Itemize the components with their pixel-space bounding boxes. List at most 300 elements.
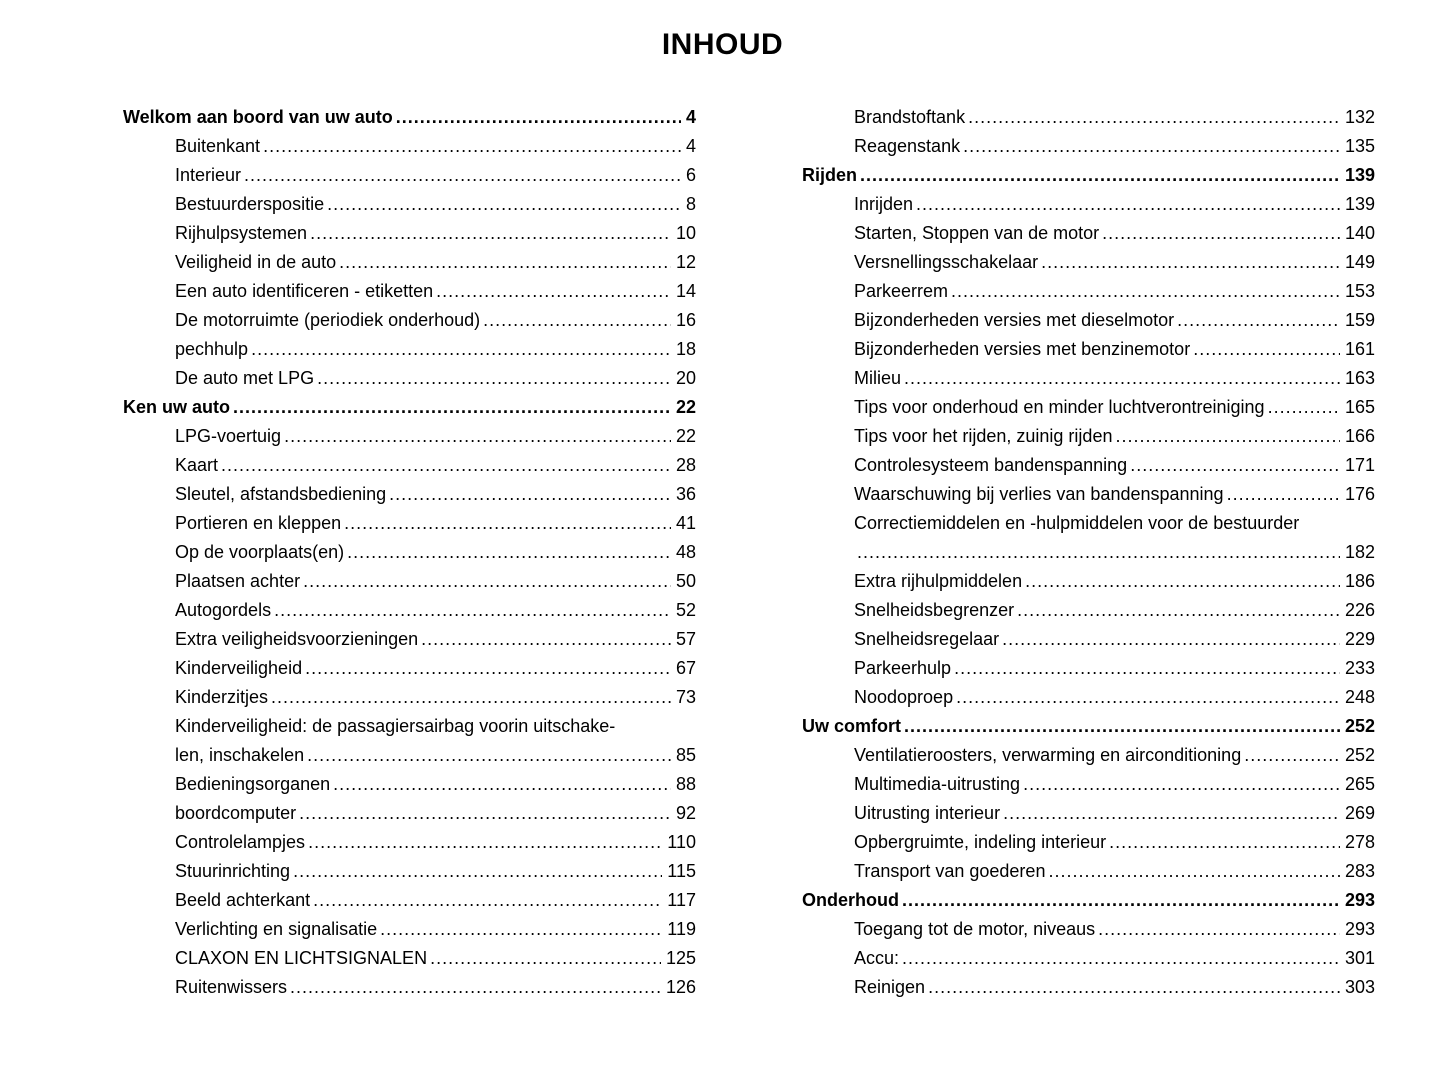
toc-entry-line [175, 596, 696, 625]
toc-entry-line [854, 103, 1375, 132]
toc-entry-line [175, 712, 696, 741]
toc-entry-label: Transport van goederen [854, 860, 1046, 881]
dot-leader [1115, 422, 1339, 451]
toc-entry-label: Rijhulpsystemen [175, 222, 308, 243]
dot-leader [333, 770, 671, 799]
toc-entry-line [854, 335, 1375, 364]
toc-entry-line [854, 422, 1375, 451]
toc-sub-entry [123, 799, 696, 828]
toc-entry-label: Op de voorplaats(en) [175, 541, 345, 562]
toc-sub-entry [123, 654, 696, 683]
toc-entry-line [854, 915, 1375, 944]
toc-sub-entry [802, 335, 1375, 364]
toc-entry-label: LPG-voertuig [175, 425, 282, 446]
dot-leader [954, 654, 1340, 683]
dot-leader [1244, 741, 1340, 770]
toc-page-number: 57 [675, 628, 696, 649]
toc-sub-entry [123, 509, 696, 538]
toc-page-number: 182 [1344, 541, 1375, 562]
toc-page-number: 92 [675, 802, 696, 823]
toc-entry-line [175, 654, 696, 683]
toc-entry-line [175, 944, 696, 973]
toc-entry-label: Brandstoftank [854, 106, 966, 127]
toc-entry-line [854, 770, 1375, 799]
toc-sub-entry [802, 596, 1375, 625]
toc-sub-entry [123, 596, 696, 625]
toc-sub-entry [802, 190, 1375, 219]
toc-section-entry [802, 886, 1375, 915]
toc-entry-label: Bijzonderheden versies met benzinemotor [854, 338, 1191, 359]
toc-section-entry [123, 103, 696, 132]
toc-entry-line [854, 451, 1375, 480]
toc-page-number: 22 [675, 396, 696, 417]
toc-entry-line [175, 422, 696, 451]
dot-leader [284, 422, 671, 451]
toc-page-number: 166 [1344, 425, 1375, 446]
dot-leader [380, 915, 662, 944]
dot-leader [313, 886, 662, 915]
dot-leader [290, 973, 661, 1002]
dot-leader [317, 364, 671, 393]
toc-entry-label: Ken uw auto [123, 396, 230, 417]
toc-page-number: 126 [665, 976, 696, 997]
dot-leader [344, 509, 671, 538]
dot-leader [271, 683, 671, 712]
toc-sub-entry [123, 886, 696, 915]
toc-page-number: 161 [1344, 338, 1375, 359]
toc-sub-entry [802, 132, 1375, 161]
toc-sub-entry [123, 538, 696, 567]
toc-entry-line [854, 625, 1375, 654]
dot-leader [483, 306, 671, 335]
toc-page-number: 117 [667, 889, 696, 910]
toc-entry-label: Versnellingsschakelaar [854, 251, 1039, 272]
toc-page-number: 303 [1344, 976, 1375, 997]
toc-entry-line [175, 306, 696, 335]
toc-entry-line [175, 567, 696, 596]
toc-entry-label: Controlelampjes [175, 831, 306, 852]
toc-sub-entry [123, 451, 696, 480]
toc-page-number: 229 [1344, 628, 1375, 649]
toc-column [802, 103, 1375, 1002]
toc-entry-line [854, 683, 1375, 712]
toc-sub-entry [123, 480, 696, 509]
dot-leader [1130, 451, 1340, 480]
toc-sub-entry [802, 973, 1375, 1002]
toc-section-entry [123, 393, 696, 422]
dot-leader [916, 190, 1340, 219]
toc-entry-label: pechhulp [175, 338, 249, 359]
dot-leader [308, 828, 662, 857]
toc-sub-entry [123, 422, 696, 451]
toc-page-number: 18 [675, 338, 696, 359]
dot-leader [1177, 306, 1340, 335]
toc-entry-line [854, 277, 1375, 306]
toc-page-number: 4 [685, 106, 696, 127]
dot-leader [1002, 625, 1340, 654]
toc-page-number: 140 [1344, 222, 1375, 243]
toc-page-number: 20 [675, 367, 696, 388]
toc-entry-line [175, 132, 696, 161]
dot-leader [902, 886, 1340, 915]
toc-page-number: 28 [675, 454, 696, 475]
dot-leader [1227, 480, 1340, 509]
toc-entry-label: Plaatsen achter [175, 570, 301, 591]
toc-page-number: 171 [1344, 454, 1375, 475]
dot-leader [347, 538, 671, 567]
dot-leader [339, 248, 671, 277]
toc-entry-label: Starten, Stoppen van de motor [854, 222, 1100, 243]
toc-entry-line [854, 973, 1375, 1002]
toc-page-number: 269 [1344, 802, 1375, 823]
toc-sub-entry [123, 248, 696, 277]
toc-page-number: 16 [675, 309, 696, 330]
toc-page-number: 22 [675, 425, 696, 446]
toc-entry-line [854, 219, 1375, 248]
toc-sub-entry [123, 219, 696, 248]
toc-page-number: 252 [1344, 715, 1375, 736]
toc-page-number: 132 [1344, 106, 1375, 127]
toc-entry-label: CLAXON EN LICHTSIGNALEN [175, 947, 428, 968]
toc-sub-entry [123, 915, 696, 944]
toc-page-number: 125 [665, 947, 696, 968]
toc-entry-label: Uitrusting interieur [854, 802, 1001, 823]
toc-page-number: 165 [1344, 396, 1375, 417]
toc-sub-entry [123, 944, 696, 973]
toc-sub-entry [123, 364, 696, 393]
toc-page-number: 41 [675, 512, 696, 533]
toc-entry-line [854, 306, 1375, 335]
dot-leader [1003, 799, 1340, 828]
toc-entry-label: Noodoproep [854, 686, 954, 707]
toc-entry-line [854, 364, 1375, 393]
toc-entry-label: Bedieningsorganen [175, 773, 331, 794]
toc-sub-entry [123, 683, 696, 712]
toc-page-number: 283 [1344, 860, 1375, 881]
toc-entry-label: Waarschuwing bij verlies van bandenspanning [854, 483, 1224, 504]
toc-entry-label: Extra veiligheidsvoorzieningen [175, 628, 419, 649]
dot-leader [263, 132, 681, 161]
toc-entry-label: Welkom aan boord van uw auto [123, 106, 393, 127]
toc-page-number: 48 [675, 541, 696, 562]
toc-sub-entry [802, 393, 1375, 422]
toc-entry-line [175, 451, 696, 480]
toc-sub-entry [802, 857, 1375, 886]
toc-entry-line [175, 277, 696, 306]
toc-entry-label: Bijzonderheden versies met dieselmotor [854, 309, 1175, 330]
toc-sub-entry [802, 567, 1375, 596]
dot-leader [303, 567, 671, 596]
toc-page-number: 293 [1344, 918, 1375, 939]
toc-entry-line [802, 886, 1375, 915]
dot-leader [305, 654, 671, 683]
toc-entry-line [175, 625, 696, 654]
toc-sub-entry [802, 770, 1375, 799]
dot-leader [299, 799, 671, 828]
toc-entry-line [123, 393, 696, 422]
page-title: INHOUD [661, 28, 784, 61]
toc-page-number: 233 [1344, 657, 1375, 678]
toc-page-number: 8 [685, 193, 696, 214]
toc-page-number: 159 [1344, 309, 1375, 330]
toc-page-number: 119 [667, 918, 696, 939]
toc-entry-line [123, 103, 696, 132]
toc-page-number: 115 [667, 860, 696, 881]
toc-column [123, 103, 696, 1002]
toc-entry-label: Correctiemiddelen en -hulpmiddelen voor de bestuurder [854, 512, 1300, 533]
toc-entry-label: Controlesysteem bandenspanning [854, 454, 1128, 475]
toc-sub-entry [123, 132, 696, 161]
toc-entry-label: Sleutel, afstandsbediening [175, 483, 387, 504]
dot-leader [963, 132, 1340, 161]
toc-section-entry [802, 161, 1375, 190]
toc-entry-line [854, 248, 1375, 277]
toc-entry-line [175, 683, 696, 712]
toc-entry-line [854, 509, 1375, 538]
toc-sub-entry [802, 915, 1375, 944]
toc-sub-entry [802, 306, 1375, 335]
toc-entry-label: Kinderveiligheid: de passagiersairbag voorin uitschake- [175, 715, 616, 736]
dot-leader [430, 944, 661, 973]
dot-leader [902, 944, 1340, 973]
toc-entry-line [175, 480, 696, 509]
toc-page-number: 135 [1344, 135, 1375, 156]
toc-entry-label: Accu: [854, 947, 900, 968]
toc-sub-entry [123, 306, 696, 335]
toc-entry-line [802, 712, 1375, 741]
toc-page-number: 265 [1344, 773, 1375, 794]
toc-entry-label: Extra rijhulpmiddelen [854, 570, 1023, 591]
toc-sub-entry [802, 683, 1375, 712]
dot-leader [1109, 828, 1340, 857]
toc-entry-line [175, 219, 696, 248]
toc-page-number: 67 [675, 657, 696, 678]
toc-entry-label: Kaart [175, 454, 219, 475]
toc-sub-entry [123, 828, 696, 857]
toc-entry-label: Multimedia-uitrusting [854, 773, 1021, 794]
toc-entry-label: Interieur [175, 164, 242, 185]
toc-sub-entry [123, 335, 696, 364]
toc-page-number: 139 [1344, 193, 1375, 214]
toc-sub-entry [802, 944, 1375, 973]
toc-entry-label: Snelheidsregelaar [854, 628, 1000, 649]
toc-entry-label: Parkeerrem [854, 280, 949, 301]
dot-leader [221, 451, 671, 480]
toc-entry-line [854, 567, 1375, 596]
toc-entry-line [854, 944, 1375, 973]
dot-leader [928, 973, 1340, 1002]
toc-page-number: 50 [675, 570, 696, 591]
toc-entry-label: Veiligheid in de auto [175, 251, 337, 272]
toc-sub-entry [123, 625, 696, 654]
toc-entry-label: Inrijden [854, 193, 914, 214]
toc-entry-line [175, 915, 696, 944]
toc-page-number: 163 [1344, 367, 1375, 388]
toc-entry-label: Reagenstank [854, 135, 961, 156]
dot-leader [251, 335, 671, 364]
toc-sub-entry [123, 277, 696, 306]
dot-leader [1041, 248, 1340, 277]
dot-leader [860, 161, 1340, 190]
toc-sub-entry [123, 857, 696, 886]
toc-entry-line [175, 248, 696, 277]
toc-entry-line [175, 364, 696, 393]
dot-leader [274, 596, 671, 625]
toc-entry-label: Tips voor onderhoud en minder luchtverontreiniging [854, 396, 1265, 417]
toc-entry-line [175, 828, 696, 857]
toc-entry-label: De motorruimte (periodiek onderhoud) [175, 309, 481, 330]
toc-sub-entry [802, 219, 1375, 248]
toc-page-number: 139 [1344, 164, 1375, 185]
dot-leader [389, 480, 671, 509]
dot-leader [1098, 915, 1340, 944]
toc-entry-line [854, 828, 1375, 857]
toc-entry-line [175, 799, 696, 828]
toc-page-number: 149 [1344, 251, 1375, 272]
toc-entry-line [854, 596, 1375, 625]
toc-entry-label: Parkeerhulp [854, 657, 952, 678]
toc-entry-label: Portieren en kleppen [175, 512, 342, 533]
toc-page-number: 252 [1344, 744, 1375, 765]
dot-leader [310, 219, 671, 248]
toc-sub-entry [802, 103, 1375, 132]
dot-leader [968, 103, 1340, 132]
toc-entry-line [175, 770, 696, 799]
toc-entry-line [854, 480, 1375, 509]
toc-page-number: 248 [1344, 686, 1375, 707]
dot-leader [327, 190, 681, 219]
toc-entry-line [854, 857, 1375, 886]
toc-page-number: 153 [1344, 280, 1375, 301]
toc-columns [0, 103, 1445, 1002]
dot-leader [956, 683, 1340, 712]
toc-page-number: 176 [1344, 483, 1375, 504]
toc-page-number: 73 [675, 686, 696, 707]
toc-entry-line [854, 132, 1375, 161]
toc-sub-entry [802, 364, 1375, 393]
toc-entry-label: Buitenkant [175, 135, 261, 156]
toc-page-number: 36 [675, 483, 696, 504]
toc-entry-label: Opbergruimte, indeling interieur [854, 831, 1107, 852]
toc-entry-line [175, 886, 696, 915]
toc-entry-line [175, 973, 696, 1002]
toc-entry-line [854, 741, 1375, 770]
toc-entry-label: len, inschakelen [175, 744, 305, 765]
toc-entry-line [854, 799, 1375, 828]
toc-entry-label: Rijden [802, 164, 858, 185]
dot-leader [1102, 219, 1340, 248]
dot-leader [421, 625, 671, 654]
toc-sub-entry [802, 741, 1375, 770]
toc-entry-label: boordcomputer [175, 802, 297, 823]
toc-sub-entry [802, 509, 1375, 567]
dot-leader [233, 393, 671, 422]
dot-leader [904, 712, 1340, 741]
toc-sub-entry [802, 451, 1375, 480]
toc-entry-label: Snelheidsbegrenzer [854, 599, 1015, 620]
toc-entry-label: Ventilatieroosters, verwarming en airconditioning [854, 744, 1242, 765]
toc-entry-line [175, 161, 696, 190]
toc-entry-line [854, 654, 1375, 683]
toc-sub-entry [123, 973, 696, 1002]
toc-page-number: 52 [675, 599, 696, 620]
toc-sub-entry [802, 480, 1375, 509]
toc-entry-line [854, 190, 1375, 219]
toc-sub-entry [802, 248, 1375, 277]
dot-leader [1017, 596, 1340, 625]
toc-entry-label: Reinigen [854, 976, 926, 997]
toc-page-number: 278 [1344, 831, 1375, 852]
toc-sub-entry [123, 712, 696, 770]
toc-entry-label: Een auto identificeren - etiketten [175, 280, 434, 301]
toc-entry-label: Tips voor het rijden, zuinig rijden [854, 425, 1113, 446]
toc-entry-label: Uw comfort [802, 715, 901, 736]
toc-entry-label: Verlichting en signalisatie [175, 918, 378, 939]
toc-entry-label: Autogordels [175, 599, 272, 620]
toc-sub-entry [802, 422, 1375, 451]
toc-page-number: 85 [675, 744, 696, 765]
toc-sub-entry [123, 190, 696, 219]
dot-leader [244, 161, 681, 190]
toc-sub-entry [802, 277, 1375, 306]
toc-page-number: 88 [675, 773, 696, 794]
toc-entry-line [802, 161, 1375, 190]
dot-leader [904, 364, 1340, 393]
toc-entry-line [175, 190, 696, 219]
dot-leader [1193, 335, 1340, 364]
toc-entry-label: Kinderveiligheid [175, 657, 303, 678]
toc-sub-entry [802, 828, 1375, 857]
toc-entry-line [175, 538, 696, 567]
toc-page-number: 4 [685, 135, 696, 156]
toc-sub-entry [802, 799, 1375, 828]
toc-page-number: 6 [685, 164, 696, 185]
dot-leader [1268, 393, 1340, 422]
toc-entry-label: Beeld achterkant [175, 889, 311, 910]
toc-entry-label: Stuurinrichting [175, 860, 291, 881]
toc-page-number: 186 [1344, 570, 1375, 591]
toc-sub-entry [802, 654, 1375, 683]
toc-entry-line [175, 509, 696, 538]
toc-entry-line [175, 857, 696, 886]
toc-sub-entry [123, 567, 696, 596]
toc-entry-line [175, 741, 696, 770]
toc-page-number: 10 [675, 222, 696, 243]
toc-entry-label: Bestuurderspositie [175, 193, 325, 214]
toc-entry-line [175, 335, 696, 364]
toc-entry-label: Onderhoud [802, 889, 899, 910]
toc-sub-entry [123, 161, 696, 190]
toc-entry-label: Toegang tot de motor, niveaus [854, 918, 1096, 939]
dot-leader [436, 277, 671, 306]
dot-leader [1048, 857, 1340, 886]
toc-page-number: 301 [1344, 947, 1375, 968]
toc-entry-label: De auto met LPG [175, 367, 315, 388]
dot-leader [293, 857, 662, 886]
toc-page-number: 110 [667, 831, 696, 852]
dot-leader [951, 277, 1340, 306]
dot-leader [1025, 567, 1340, 596]
toc-page-number: 226 [1344, 599, 1375, 620]
toc-entry-label: Ruitenwissers [175, 976, 288, 997]
toc-page-number: 14 [675, 280, 696, 301]
toc-page-number: 293 [1344, 889, 1375, 910]
dot-leader [396, 103, 681, 132]
dot-leader [857, 538, 1340, 567]
dot-leader [1023, 770, 1340, 799]
toc-entry-line [854, 538, 1375, 567]
toc-entry-label: Kinderzitjes [175, 686, 269, 707]
